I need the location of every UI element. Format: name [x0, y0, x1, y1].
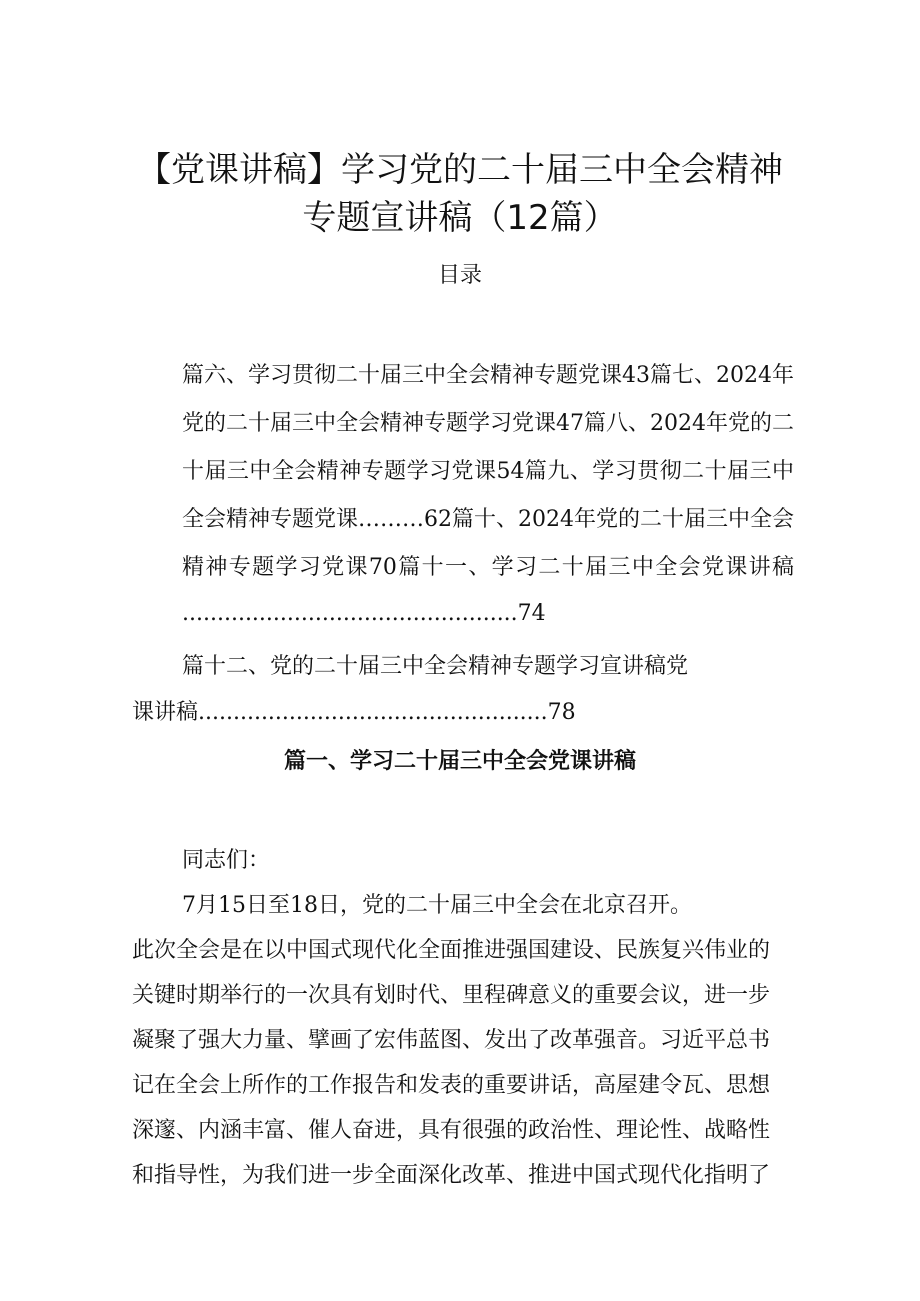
- toc-row: 十届三中全会精神专题学习党课54篇九、学习贯彻二十届三中: [182, 459, 794, 484]
- toc-row: 全会精神专题党课………62篇十、2024年党的二十届三中全会: [182, 507, 794, 532]
- body-line: 7月15日至18日，党的二十届三中全会在北京召开。: [182, 893, 692, 918]
- toc-entry-12-line-2: 课讲稿..................................................78: [132, 700, 576, 725]
- body-paragraph: [132, 883, 794, 1198]
- body-line: 关键时期举行的一次具有划时代、里程碑意义的重要会议，进一步: [132, 983, 771, 1008]
- document-title-line-1: 【党课讲稿】学习党的二十届三中全会精神: [137, 150, 783, 190]
- document-title-line-2: 专题宣讲稿（12篇）: [302, 198, 618, 238]
- body-line: 此次全会是在以中国式现代化全面推进强国建设、民族复兴伟业的: [132, 938, 771, 963]
- body-line: 凝聚了强大力量、擘画了宏伟蓝图、发出了改革强音。习近平总书: [132, 1028, 771, 1053]
- toc-row: 党的二十届三中全会精神专题学习党课47篇八、2024年党的二: [182, 411, 794, 436]
- body-line: 深邃、内涵丰富、催人奋进，具有很强的政治性、理论性、战略性: [132, 1118, 771, 1143]
- toc-dot-leader-74: ................................................74: [182, 601, 546, 626]
- toc-heading: 目录: [437, 263, 482, 288]
- toc-entries: [182, 352, 794, 592]
- greeting: 同志们：: [182, 848, 271, 873]
- toc-entry-12-line-1: 篇十二、党的二十届三中全会精神专题学习宣讲稿党: [182, 654, 689, 679]
- toc-row: 篇六、学习贯彻二十届三中全会精神专题党课43篇七、2024年: [182, 363, 794, 388]
- toc-row: 精神专题学习党课70篇十一、学习二十届三中全会党课讲稿: [182, 555, 794, 580]
- body-line: 记在全会上所作的工作报告和发表的重要讲话，高屋建令瓦、思想: [132, 1073, 771, 1098]
- section-heading: 篇一、学习二十届三中全会党课讲稿: [283, 749, 636, 774]
- body-line: 和指导性，为我们进一步全面深化改革、推进中国式现代化指明了: [132, 1163, 771, 1188]
